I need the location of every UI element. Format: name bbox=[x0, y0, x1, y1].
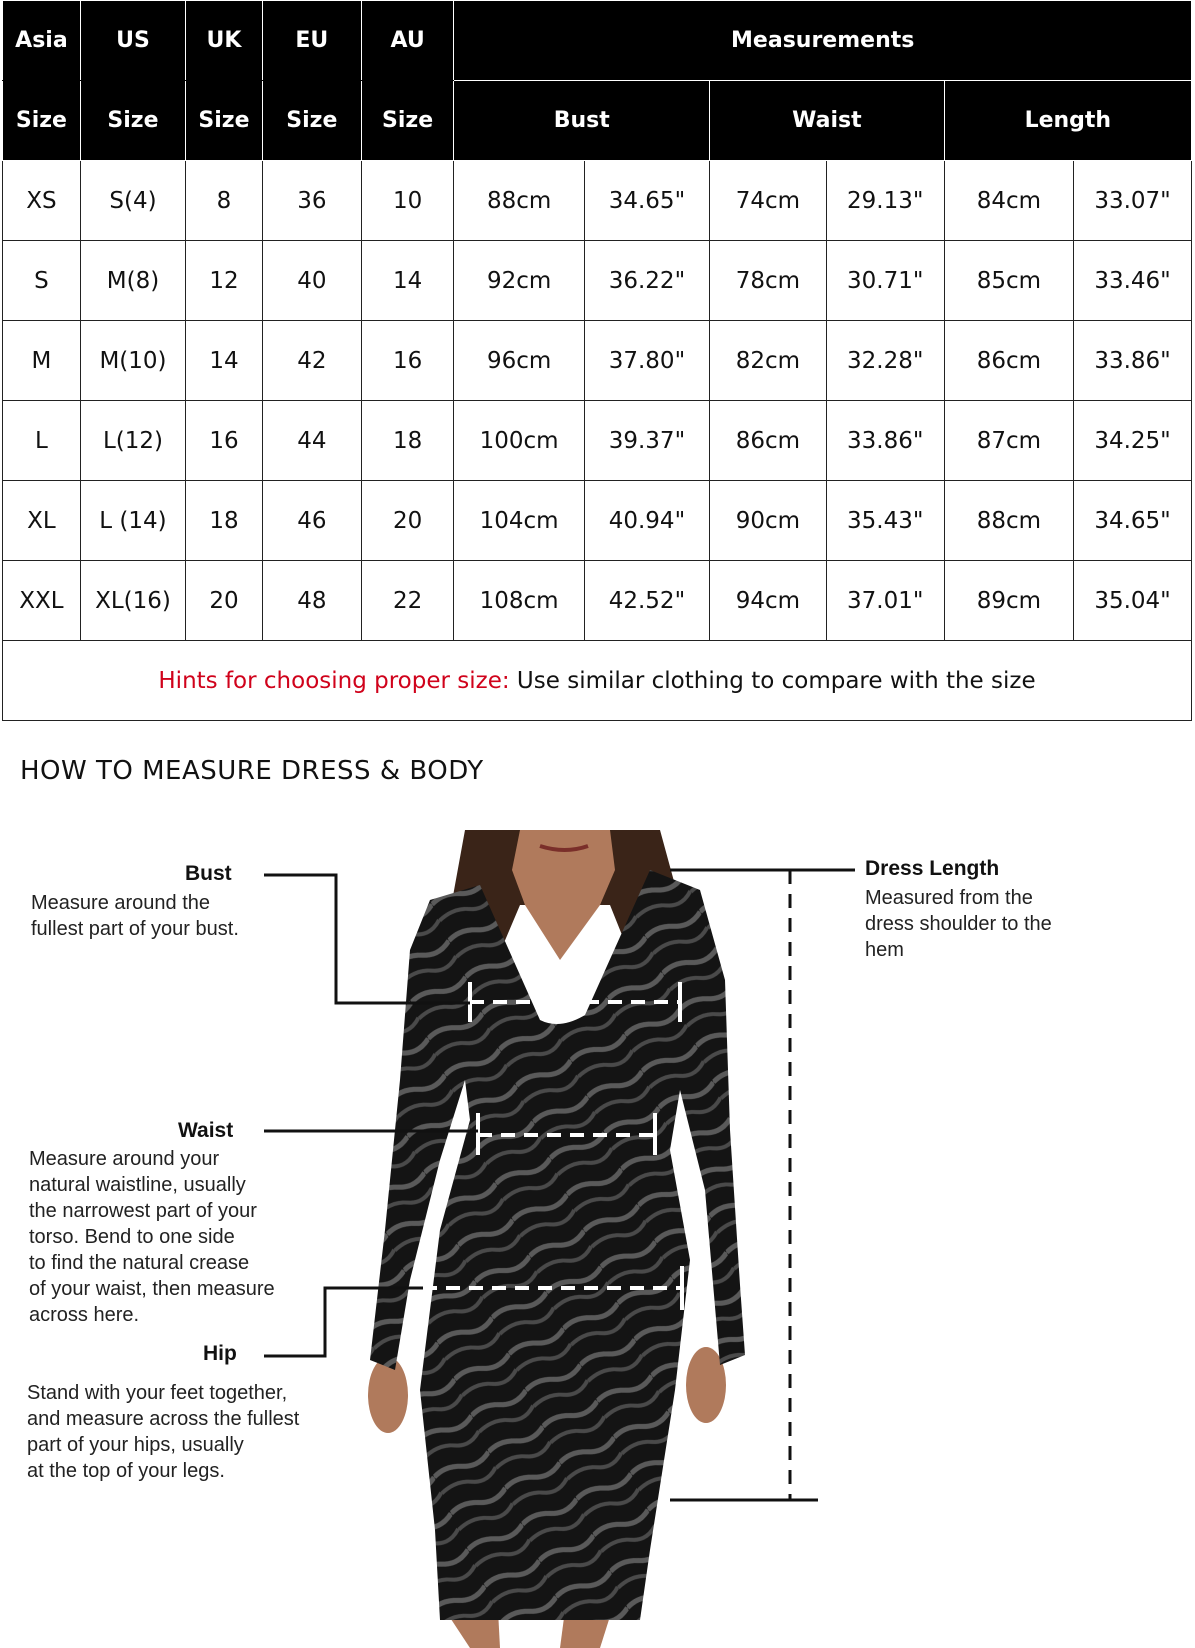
hint-text: Use similar clothing to compare with the size bbox=[509, 667, 1036, 694]
table-cell: M(8) bbox=[80, 241, 185, 321]
hint-row bbox=[3, 641, 1192, 721]
table-cell: 37.80" bbox=[584, 321, 709, 401]
table-cell: XL(16) bbox=[80, 561, 185, 641]
header-size: Size bbox=[3, 81, 81, 161]
header-uk: UK bbox=[186, 1, 263, 81]
table-cell: 16 bbox=[186, 401, 263, 481]
header-size: Size bbox=[186, 81, 263, 161]
table-cell: 30.71" bbox=[826, 241, 944, 321]
table-cell: 18 bbox=[186, 481, 263, 561]
table-cell: 89cm bbox=[944, 561, 1073, 641]
table-cell: L bbox=[3, 401, 81, 481]
header-row-2 bbox=[3, 81, 1192, 161]
table-cell: 20 bbox=[361, 481, 454, 561]
table-row bbox=[3, 481, 1192, 561]
table-cell: 82cm bbox=[710, 321, 827, 401]
measure-figure bbox=[0, 830, 1195, 1648]
table-cell: 32.28" bbox=[826, 321, 944, 401]
table-cell: 42 bbox=[262, 321, 361, 401]
table-cell: 12 bbox=[186, 241, 263, 321]
hip-desc: Stand with your feet together, and measure across the fullest part of your hips, usually at the top of your legs. bbox=[27, 1382, 300, 1482]
header-au: AU bbox=[361, 1, 454, 81]
table-cell: 88cm bbox=[454, 161, 584, 241]
table-cell: 87cm bbox=[944, 401, 1073, 481]
section-title: HOW TO MEASURE DRESS & BODY bbox=[20, 756, 484, 786]
dress-length-title: Dress Length bbox=[865, 857, 1000, 880]
table-cell: 90cm bbox=[710, 481, 827, 561]
header-measurements: Measurements bbox=[454, 1, 1192, 81]
waist-title: Waist bbox=[178, 1119, 234, 1142]
header-row-1 bbox=[3, 1, 1192, 81]
table-cell: XXL bbox=[3, 561, 81, 641]
waist-desc: Measure around your natural waistline, usually the narrowest part of your torso. Bend to one side to find the natural crease of your waist, then measure across here. bbox=[29, 1148, 275, 1326]
table-cell: 29.13" bbox=[826, 161, 944, 241]
table-cell: 33.86" bbox=[1074, 321, 1192, 401]
table-cell: 78cm bbox=[710, 241, 827, 321]
table-cell: L (14) bbox=[80, 481, 185, 561]
table-cell: 44 bbox=[262, 401, 361, 481]
table-cell: 14 bbox=[186, 321, 263, 401]
table-cell: 88cm bbox=[944, 481, 1073, 561]
table-cell: 108cm bbox=[454, 561, 584, 641]
table-cell: 35.43" bbox=[826, 481, 944, 561]
table-cell: M bbox=[3, 321, 81, 401]
table-cell: 94cm bbox=[710, 561, 827, 641]
table-cell: 34.25" bbox=[1074, 401, 1192, 481]
table-cell: 33.86" bbox=[826, 401, 944, 481]
table-cell: 96cm bbox=[454, 321, 584, 401]
hint-label: Hints for choosing proper size: bbox=[158, 667, 510, 694]
header-size: Size bbox=[361, 81, 454, 161]
table-cell: 48 bbox=[262, 561, 361, 641]
table-cell: 8 bbox=[186, 161, 263, 241]
table-cell: 104cm bbox=[454, 481, 584, 561]
table-cell: 33.46" bbox=[1074, 241, 1192, 321]
table-cell: XL bbox=[3, 481, 81, 561]
table-cell: 22 bbox=[361, 561, 454, 641]
bust-desc: Measure around the fullest part of your bust. bbox=[31, 892, 239, 940]
table-cell: XS bbox=[3, 161, 81, 241]
table-row bbox=[3, 321, 1192, 401]
table-cell: 37.01" bbox=[826, 561, 944, 641]
header-waist: Waist bbox=[710, 81, 945, 161]
table-cell: 35.04" bbox=[1074, 561, 1192, 641]
table-cell: 18 bbox=[361, 401, 454, 481]
table-cell: 36 bbox=[262, 161, 361, 241]
table-cell: S bbox=[3, 241, 81, 321]
header-size: Size bbox=[262, 81, 361, 161]
table-cell: 100cm bbox=[454, 401, 584, 481]
header-us: US bbox=[80, 1, 185, 81]
table-row bbox=[3, 401, 1192, 481]
table-cell: 86cm bbox=[710, 401, 827, 481]
dress-length-desc: Measured from the dress shoulder to the hem bbox=[865, 887, 1052, 961]
table-row bbox=[3, 241, 1192, 321]
table-row bbox=[3, 161, 1192, 241]
table-cell: M(10) bbox=[80, 321, 185, 401]
table-cell: 34.65" bbox=[1074, 481, 1192, 561]
table-cell: 33.07" bbox=[1074, 161, 1192, 241]
size-chart-table bbox=[2, 0, 1192, 721]
table-cell: 34.65" bbox=[584, 161, 709, 241]
table-cell: 40.94" bbox=[584, 481, 709, 561]
table-cell: 20 bbox=[186, 561, 263, 641]
table-row bbox=[3, 561, 1192, 641]
table-cell: L(12) bbox=[80, 401, 185, 481]
hint-cell bbox=[3, 641, 1192, 721]
table-cell: 16 bbox=[361, 321, 454, 401]
table-cell: 42.52" bbox=[584, 561, 709, 641]
header-length: Length bbox=[944, 81, 1191, 161]
table-cell: 36.22" bbox=[584, 241, 709, 321]
table-cell: 10 bbox=[361, 161, 454, 241]
header-asia: Asia bbox=[3, 1, 81, 81]
table-cell: 85cm bbox=[944, 241, 1073, 321]
hip-title: Hip bbox=[203, 1342, 237, 1365]
table-cell: 46 bbox=[262, 481, 361, 561]
table-cell: 92cm bbox=[454, 241, 584, 321]
table-cell: 84cm bbox=[944, 161, 1073, 241]
table-cell: 74cm bbox=[710, 161, 827, 241]
header-eu: EU bbox=[262, 1, 361, 81]
table-cell: 86cm bbox=[944, 321, 1073, 401]
bust-title: Bust bbox=[185, 862, 232, 885]
table-cell: 39.37" bbox=[584, 401, 709, 481]
header-size: Size bbox=[80, 81, 185, 161]
header-bust: Bust bbox=[454, 81, 710, 161]
table-cell: 40 bbox=[262, 241, 361, 321]
table-cell: 14 bbox=[361, 241, 454, 321]
table-cell: S(4) bbox=[80, 161, 185, 241]
